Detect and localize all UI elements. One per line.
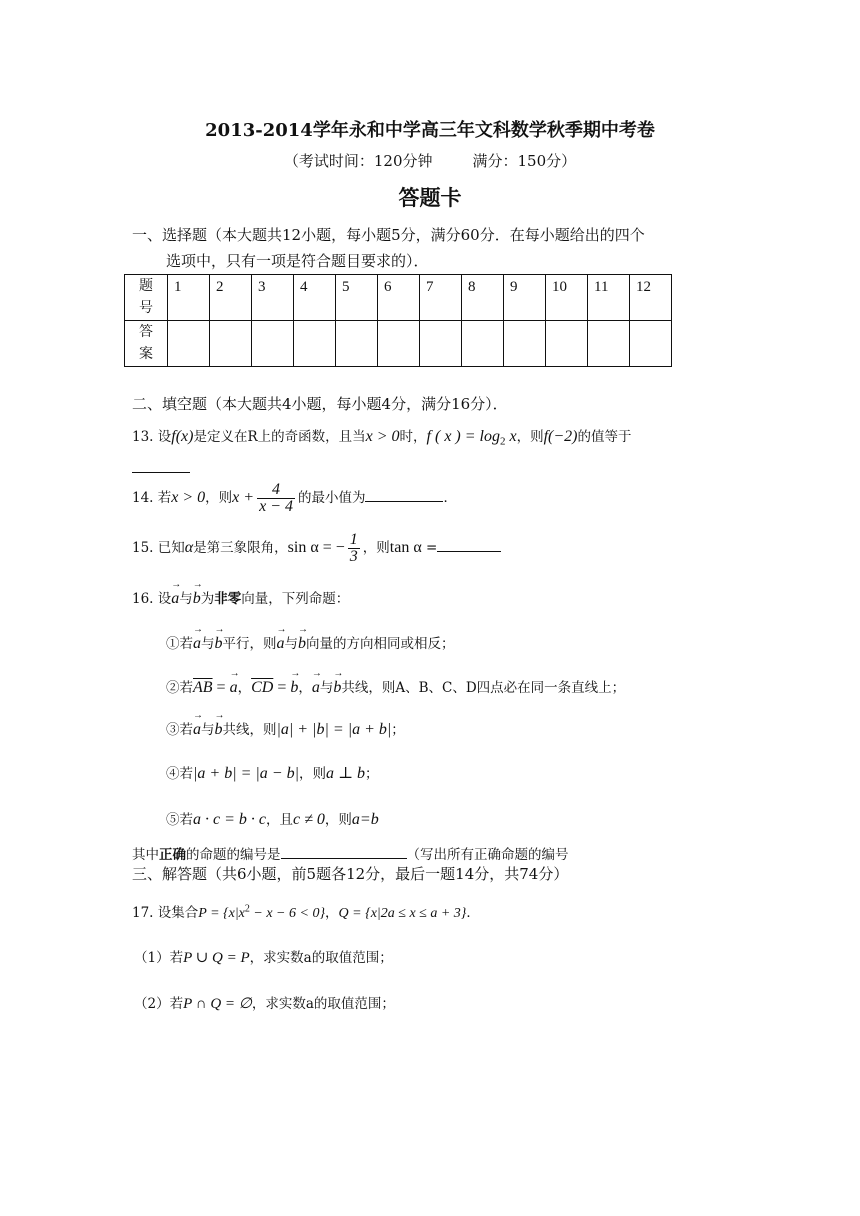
exam-title: 2013-2014学年永和中学高三年文科数学秋季期中考卷: [205, 120, 655, 141]
vector-b: → b: [298, 635, 306, 653]
question-number-cell: 9: [504, 275, 546, 321]
vector-a: → a: [230, 679, 238, 697]
item-expression: a · c = b · c: [193, 811, 266, 828]
q15-text: ，则: [362, 540, 390, 556]
q13-text: 的值等于: [577, 429, 632, 445]
row-label-question-number: [125, 275, 168, 321]
q13-answer-blank[interactable]: [132, 458, 190, 477]
vector-a: → a: [312, 679, 320, 697]
q16-item-2: [166, 676, 625, 697]
answer-cell[interactable]: [336, 321, 378, 367]
item-text: ，: [237, 680, 252, 696]
q16-number: 16. 设: [132, 591, 172, 607]
label-char: 案: [139, 346, 153, 362]
question-number-cell: 10: [546, 275, 588, 321]
item-text: 与: [201, 722, 215, 738]
q13-condition: x > 0: [365, 428, 400, 445]
answer-row: [125, 321, 672, 367]
q14-answer-blank[interactable]: [365, 487, 443, 502]
question-number-cell: 5: [336, 275, 378, 321]
vector-a: → a: [193, 635, 201, 653]
exam-info: [0, 150, 860, 171]
q16-text: 与: [179, 591, 193, 607]
item-condition: c ≠ 0: [293, 811, 325, 828]
part-text: ，求实数a的取值范围；: [249, 950, 393, 966]
q15-fraction: [348, 532, 360, 565]
answer-cell[interactable]: [630, 321, 672, 367]
item-text: 平行，则: [222, 636, 277, 652]
row-label-answer: [125, 321, 168, 367]
q17-part-2: [134, 992, 395, 1013]
question-15: [132, 532, 501, 565]
question-number-cell: 11: [588, 275, 630, 321]
q16-conclusion: [132, 843, 569, 863]
q17-number: 17. 设集合: [132, 905, 199, 921]
q13-log-base: 2: [500, 435, 506, 448]
question-number-cell: 7: [420, 275, 462, 321]
q15-eq: =: [421, 540, 438, 556]
question-number-cell: 3: [252, 275, 294, 321]
item-text: 共线，则: [222, 722, 277, 738]
vector-AB: $\overline{AB}$: [193, 679, 213, 696]
section1-heading-line2: 选项中，只有一项是符合题目要求的）．: [166, 252, 429, 270]
question-17: [132, 901, 480, 922]
q14-text: ，则: [205, 490, 233, 506]
item-marker: ③若: [166, 722, 193, 738]
q15-text: 是第三象限角，: [193, 540, 288, 556]
question-number-row: [125, 275, 672, 321]
vector-b: → b: [193, 590, 201, 608]
question-13: [132, 425, 632, 448]
q14-condition: x > 0: [171, 489, 206, 506]
item-marker: ①若: [166, 636, 193, 652]
q15-alpha: α: [184, 539, 194, 556]
item-marker: ④若: [166, 766, 193, 782]
q16-item-3: [166, 718, 405, 739]
label-char: 题: [139, 278, 153, 294]
item-text: ；: [365, 766, 379, 782]
vector-b: → b: [215, 721, 223, 739]
item-text: ，: [298, 680, 312, 696]
answer-cell[interactable]: [420, 321, 462, 367]
q14-fraction: [257, 482, 295, 515]
item-marker: ⑤若: [166, 812, 193, 828]
section2-heading: 二、填空题（本大题共4小题，每小题4分，满分16分）．: [132, 395, 508, 413]
q17-part-1: [134, 946, 393, 967]
answer-card-title: 答题卡: [398, 186, 462, 210]
vector-a: → a: [193, 721, 201, 739]
item-expression: |a + b| = |a − b|: [193, 765, 299, 782]
q15-fraction-denominator: 3: [349, 548, 358, 565]
item-text: ；: [391, 722, 405, 738]
q15-tan: tan α: [389, 539, 422, 556]
question-number-cell: 4: [294, 275, 336, 321]
item-result: a ⊥ b: [325, 765, 366, 782]
item-text: 与: [284, 636, 298, 652]
q14-fraction-denominator: x − 4: [259, 498, 293, 515]
item-result: a=b: [351, 811, 379, 828]
q16-item-5: [166, 808, 379, 829]
part-number: （1）若: [134, 950, 184, 966]
item-text: ，则: [298, 766, 326, 782]
item-text: ，则: [324, 812, 352, 828]
q16-item-1: [166, 632, 455, 653]
q16-answer-blank[interactable]: [281, 844, 407, 859]
vector-b: → b: [333, 679, 341, 697]
q13-expression: f ( x ) = log: [426, 428, 500, 445]
item-marker: ②若: [166, 680, 193, 696]
item-text: 共线，则A、B、C、D四点必在同一条直线上；: [341, 680, 626, 696]
q17-set-Q: Q = {x|2a ≤ x ≤ a + 3}: [338, 906, 467, 921]
q16-text: 向量，下列命题：: [241, 591, 350, 607]
vector-CD: $\overline{CD}$: [251, 679, 274, 696]
part-number: （2）若: [134, 996, 184, 1012]
answer-cell[interactable]: [252, 321, 294, 367]
q14-end: ．: [443, 490, 457, 506]
item-text: 与: [319, 680, 334, 696]
question-number-cell: 8: [462, 275, 504, 321]
vector-a: → a: [277, 635, 285, 653]
q14-number: 14. 若: [132, 490, 172, 506]
vector-b: → b: [290, 679, 298, 697]
section3-heading: 三、解答题（共6小题，前5题各12分，最后一题14分，共74分）: [132, 865, 569, 883]
q16-nonzero-emphasis: 非零: [214, 591, 242, 607]
conclusion-text: 其中: [132, 847, 159, 863]
item-eq: =: [212, 679, 230, 696]
q17-end: ．: [466, 905, 480, 921]
vector-b: → b: [215, 635, 223, 653]
conclusion-text: 的命题的编号是: [186, 847, 281, 863]
vector-a: → a: [171, 590, 179, 608]
answer-cell[interactable]: [546, 321, 588, 367]
answer-cell[interactable]: [462, 321, 504, 367]
answer-cell[interactable]: [168, 321, 210, 367]
q15-answer-blank[interactable]: [437, 537, 501, 552]
q15-number: 15. 已知: [132, 540, 185, 556]
question-14: [132, 482, 457, 515]
q13-number: 13. 设: [132, 429, 172, 445]
choice-answer-table: [124, 274, 672, 367]
item-text: 与: [201, 636, 215, 652]
question-16: [132, 587, 349, 608]
item-expression: |a| + |b| = |a + b|: [276, 721, 392, 738]
label-char: 答: [139, 324, 153, 340]
part-text: ，求实数a的取值范围；: [251, 996, 395, 1012]
question-number-cell: 2: [210, 275, 252, 321]
answer-cell[interactable]: [378, 321, 420, 367]
exam-time-note: （考试时间：120分钟: [283, 152, 433, 170]
q14-fraction-numerator: 4: [257, 482, 295, 499]
question-number-cell: 12: [630, 275, 672, 321]
conclusion-emphasis: 正确: [159, 847, 186, 863]
answer-cell[interactable]: [588, 321, 630, 367]
q13-variable: x: [505, 428, 517, 445]
q13-text: 是定义在R上的奇函数，且当: [193, 429, 366, 445]
q14-expression: x +: [232, 489, 255, 506]
q15-sin-expression: sin α = −: [287, 539, 345, 556]
item-eq: =: [273, 679, 291, 696]
question-number-cell: 1: [168, 275, 210, 321]
q17-sep: ，: [325, 905, 339, 921]
conclusion-text: （写出所有正确命题的编号: [406, 847, 569, 863]
answer-cell[interactable]: [504, 321, 546, 367]
exam-score-note: 满分：150分）: [472, 152, 577, 170]
q16-text: 为: [200, 591, 215, 607]
q13-text: 时，: [399, 429, 427, 445]
q17-set-P-rest: − x − 6 < 0}: [249, 906, 326, 921]
q15-fraction-numerator: 1: [349, 531, 358, 548]
q14-text: 的最小值为: [297, 490, 366, 506]
q17-exponent: 2: [244, 903, 250, 915]
section1-heading-line1: 一、选择题（本大题共12小题，每小题5分，满分60分．在每小题给出的四个: [132, 226, 645, 244]
label-char: 号: [139, 300, 153, 316]
question-number-cell: 6: [378, 275, 420, 321]
item-text: ，且: [266, 812, 293, 828]
part-expression: P ∩ Q = ∅: [183, 996, 252, 1012]
q13-text: ，则: [516, 429, 544, 445]
q13-f: f(x): [171, 428, 194, 445]
answer-cell[interactable]: [294, 321, 336, 367]
q17-set-P: P = {x|x: [198, 906, 245, 921]
part-expression: P ∪ Q = P: [183, 950, 250, 966]
q13-f-neg2: f(−2): [543, 428, 578, 445]
q16-item-4: [166, 762, 379, 783]
item-text: 向量的方向相同或相反；: [306, 636, 455, 652]
answer-cell[interactable]: [210, 321, 252, 367]
